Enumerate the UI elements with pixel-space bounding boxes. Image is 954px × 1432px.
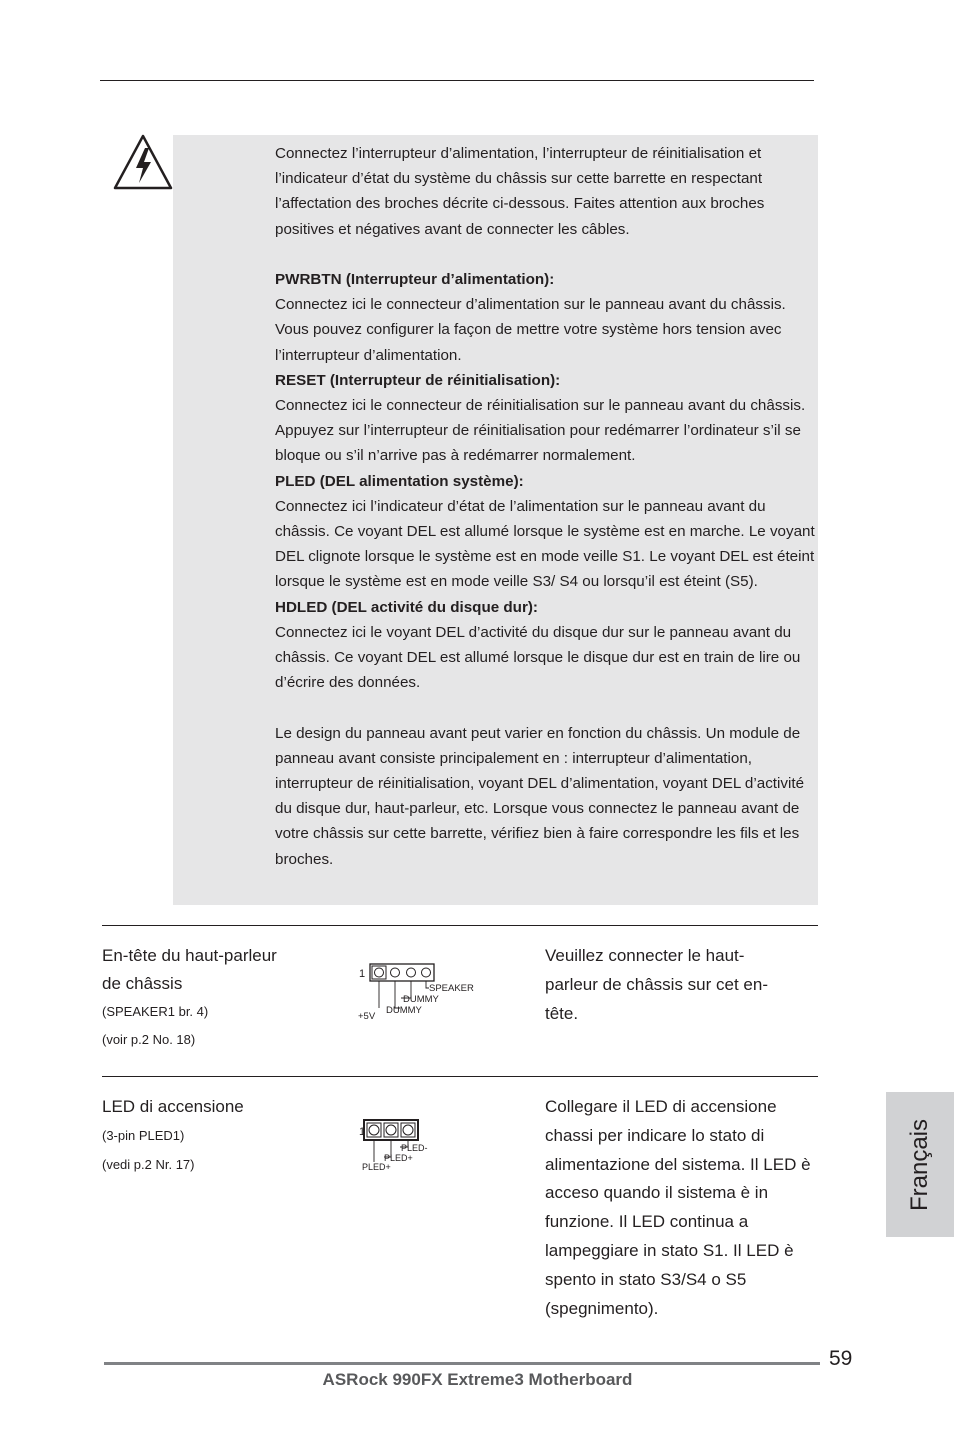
pwrbtn-text: Connectez ici le connecteur d’alimentation sur le panneau avant du châssis. Vous pouvez configurer la façon de mettre votre système hors tension avec l’interrupteur d’alimentation.	[275, 296, 786, 364]
speaker-title-line2: de châssis	[102, 974, 183, 993]
speaker-pin-2	[391, 968, 400, 977]
speaker-title-line1: En-tête du haut-parleur	[102, 946, 277, 965]
speaker-wire-2	[395, 981, 400, 1008]
speaker-pin-info: (SPEAKER1 br. 4)	[102, 1004, 209, 1019]
speaker-label: SPEAKER	[429, 983, 474, 994]
language-tab	[886, 1092, 954, 1237]
footer-rule	[104, 1362, 820, 1365]
footer-title: ASRock 990FX Extreme3 Motherboard	[322, 1370, 633, 1389]
speaker-pin-one-label: 1	[359, 968, 366, 980]
dummy-label-upper: DUMMY	[403, 994, 439, 1005]
pled-pin-2-hole	[386, 1125, 396, 1135]
speaker-pin-1-hole	[375, 968, 384, 977]
pled-pin-info: (3-pin PLED1)	[102, 1128, 185, 1143]
pled-pin-3-hole	[403, 1125, 413, 1135]
pled-heading: PLED (DEL alimentation système):	[275, 472, 524, 490]
hdled-text: Connectez ici le voyant DEL d’activité du disque dur sur le panneau avant du châssis. Ce voyant DEL est allumé lorsque le disque dur est en train de lire ou d’écrire des données.	[275, 623, 801, 692]
dummy-label-lower: DUMMY	[386, 1005, 422, 1016]
note-intro: Connectez l’interrupteur d’alimentation, l’interrupteur de réinitialisation et l’indicateur d’état du système du châssis sur cette barrette en respectant l’affectation des broches décrite ci-dessous. Faites attention aux broches positives et négatives avant de connecter les câbles.	[275, 145, 765, 238]
speaker-pin-diagram	[355, 960, 485, 1022]
speaker-pin-4	[422, 968, 431, 977]
pled-text: Connectez ici l’indicateur d’état de l’alimentation sur le panneau avant du châssis. Ce voyant DEL est allumé lorsque le système est en marche. Le voyant DEL clignote lorsque le système est en mode veille S1. Le voyant DEL est éteint lorsque le système est en mode veille S3/ S4 ou lorsqu’il est éteint (S5).	[275, 497, 815, 591]
pwrbtn-heading: PWRBTN (Interrupteur d’alimentation):	[275, 271, 555, 288]
pled-pin-diagram	[355, 1118, 445, 1174]
pled-pin-one-label: 1	[359, 1126, 366, 1138]
pled-plus-label-upper: PLED+	[384, 1153, 413, 1163]
section-rule-speaker	[102, 925, 818, 926]
header-rule	[100, 80, 814, 81]
page-number: 59	[829, 1347, 853, 1370]
design-text: Le design du panneau avant peut varier en fonction du châssis. Un module de panneau avant consiste principalement en : interrupteur d’alimentation, interrupteur de réinitialisation, voyant DEL d’alimentation, voyant DEL d’activité du disque dur, haut-parleur, etc. Lorsque vous connectez le panneau avant de votre châssis sur cette barrette, vérifiez bien à faire correspondre les fils et les broches.	[275, 724, 805, 868]
language-label: Français	[906, 1118, 933, 1211]
speaker-reference: (voir p.2 No. 18)	[102, 1032, 196, 1047]
pled-title: LED di accensione	[102, 1097, 244, 1116]
speaker-pin-3	[407, 968, 416, 977]
reset-text: Connectez ici le connecteur de réinitialisation sur le panneau avant du châssis. Appuyez sur l’interrupteur de réinitialisation pour redémarrer l’ordinateur s’il se bloque ou s’il n’arrive pas à redémarrer normalement.	[275, 397, 806, 465]
pled-reference: (vedi p.2 Nr. 17)	[102, 1157, 195, 1172]
speaker-header-info	[102, 942, 332, 1054]
reset-heading: RESET (Interrupteur de réinitialisation):	[275, 371, 561, 389]
warning-icon	[112, 133, 174, 193]
section-rule-pled	[102, 1076, 818, 1077]
pled-minus-label: PLED-	[401, 1143, 428, 1153]
pled-pin-1-hole	[369, 1125, 379, 1135]
speaker-description: Veuillez connecter le haut-parleur de châssis sur cet en-tête.	[545, 946, 768, 1023]
plus-5v-label: +5V	[358, 1011, 376, 1022]
hdled-heading: HDLED (DEL activité du disque dur):	[275, 598, 538, 616]
pled-plus-label-lower: PLED+	[362, 1162, 391, 1172]
pled-header-info	[102, 1093, 332, 1179]
speaker-header-body	[370, 964, 434, 981]
note-text	[275, 141, 820, 872]
pled-description: Collegare il LED di accensione chassi per indicare lo stato di alimentazione del sistema. Il LED è acceso quando il sistema è in funzione. Il LED continua a lampeggiare in stato S1. Il LED è spento in stato S3/S4 o S5 (spegnimento).	[545, 1097, 811, 1318]
